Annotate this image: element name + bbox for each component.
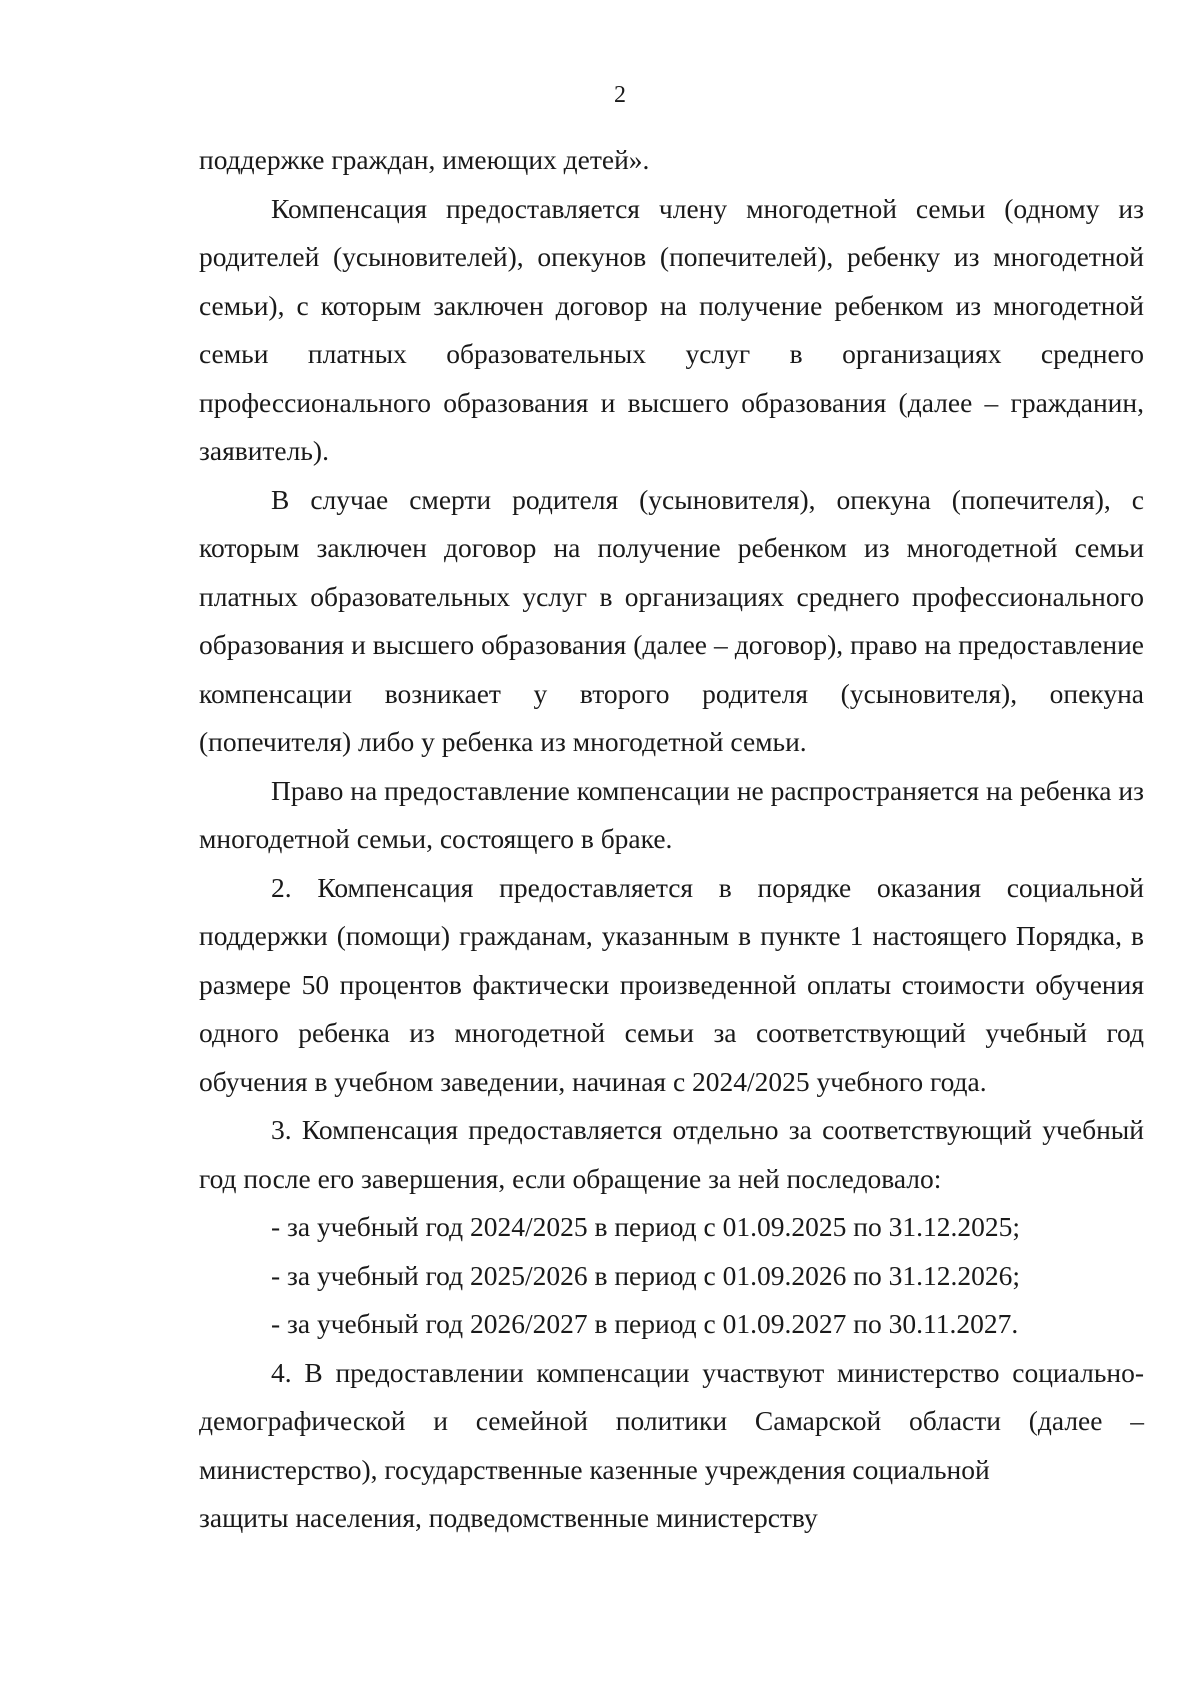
list-item-period-2025: - за учебный год 2025/2026 в период с 01.09.2026 по 31.12.2026; [271,1259,1020,1291]
paragraph-item-4-last-line: защиты населения, подведомственные министерству [199,1502,818,1533]
paragraph-item-3: 3. Компенсация предоставляется отдельно за соответствующий учебный год после его завершения, если обращение за ней последовало: [199,1114,1144,1194]
list-item-period-2024: - за учебный год 2024/2025 в период с 01.09.2025 по 31.12.2025; [271,1211,1020,1242]
list-item-period-2026: - за учебный год 2026/2027 в период с 01.09.2027 по 30.11.2027. [271,1308,1019,1339]
page-number: 2 [614,82,626,108]
paragraph-item-2: 2. Компенсация предоставляется в порядке оказания социальной поддержки (помощи) гражданам, указанным в пункте 1 настоящего Порядка, в размере 50 процентов фактически произведенной оплаты стоимости обучения одного ребенка из многодетной семьи за соответствующий учебный год обучения в учебном заведении, начиная с 2024/2025 учебного года. [199,871,1144,1097]
paragraph-death-of-parent: В случае смерти родителя (усыновителя), опекуна (попечителя), с которым заключен договор на получение ребенком из многодетной семьи платных образовательных услуг в организациях среднего профессионального образования и высшего образования (далее – договор), право на предоставление компенсации возникает у второго родителя (усыновителя), опекуна (попечителя) либо у ребенка из многодетной семьи. [199,483,1144,757]
document-body [199,136,1144,1543]
paragraph-compensation-recipient: Компенсация предоставляется члену многодетной семьи (одному из родителей (усыновителей), опекунов (попечителей), ребенку из многодетной семьи), с которым заключен договор на получение ребенком из многодетной семьи платных образовательных услуг в организациях среднего профессионального образования и высшего образования (далее – гражданин, заявитель). [199,192,1144,466]
paragraph-married-child: Право на предоставление компенсации не распространяется на ребенка из многодетной семьи, состоящего в браке. [199,774,1144,854]
paragraph-item-4: 4. В предоставлении компенсации участвуют министерство социально-демографической и семейной политики Самарской области (далее – министерство), государственные казенные учреждения социальной [199,1356,1144,1485]
paragraph-continuation: поддержке граждан, имеющих детей». [199,144,650,175]
